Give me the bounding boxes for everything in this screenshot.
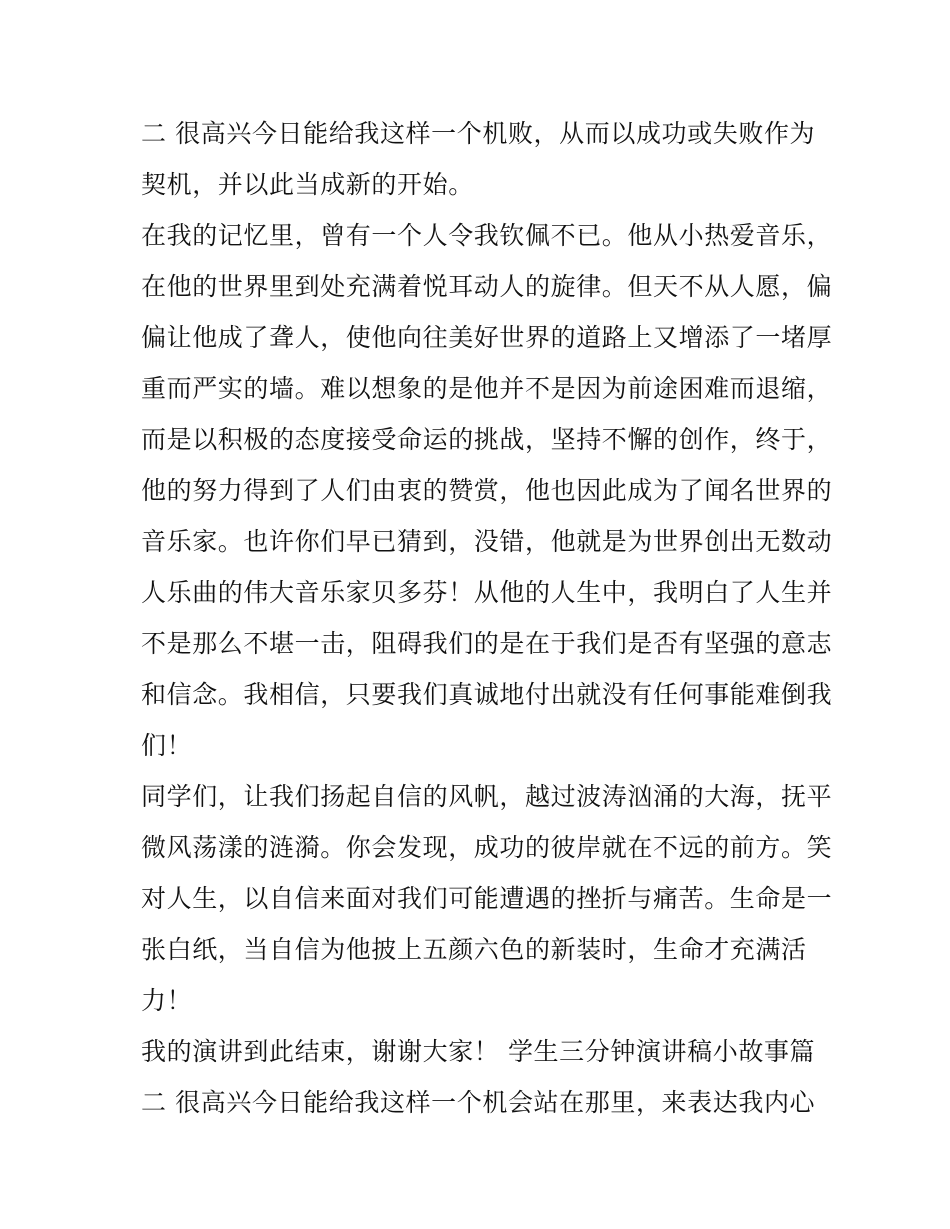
text-line: 不是那么不堪一击，阻碍我们的是在于我们是否有坚强的意志 bbox=[141, 629, 833, 658]
text-line: 们！ bbox=[141, 731, 193, 760]
text-line: 同学们，让我们扬起自信的风帆，越过波涛汹涌的大海，抚平 bbox=[141, 782, 833, 811]
text-line: 对人生，以自信来面对我们可能遭遇的挫折与痛苦。生命是一 bbox=[141, 884, 833, 913]
text-line: 力！ bbox=[141, 986, 193, 1015]
text-line: 张白纸，当自信为他披上五颜六色的新装时，生命才充满活 bbox=[141, 935, 807, 964]
text-line: 音乐家。也许你们早已猜到，没错，他就是为世界创出无数动 bbox=[141, 527, 833, 556]
text-line: 我的演讲到此结束，谢谢大家！ 学生三分钟演讲稿小故事篇 bbox=[141, 1037, 816, 1066]
text-line: 偏让他成了聋人，使他向往美好世界的道路上又增添了一堵厚 bbox=[141, 323, 833, 352]
text-line: 重而严实的墙。难以想象的是他并不是因为前途困难而退缩， bbox=[141, 374, 833, 403]
text-line: 二 很高兴今日能给我这样一个机败，从而以成功或失败作为 bbox=[141, 119, 816, 148]
text-line: 契机，并以此当成新的开始。 bbox=[141, 170, 474, 199]
text-line: 在我的记忆里，曾有一个人令我钦佩不已。他从小热爱音乐， bbox=[141, 221, 833, 250]
text-line: 二 很高兴今日能给我这样一个机会站在那里，来表达我内心 bbox=[141, 1088, 816, 1117]
text-line: 而是以积极的态度接受命运的挑战，坚持不懈的创作，终于， bbox=[141, 425, 833, 454]
text-line: 微风荡漾的涟漪。你会发现，成功的彼岸就在不远的前方。笑 bbox=[141, 833, 833, 862]
text-line: 人乐曲的伟大音乐家贝多芬！从他的人生中，我明白了人生并 bbox=[141, 578, 833, 607]
text-line: 他的努力得到了人们由衷的赞赏，他也因此成为了闻名世界的 bbox=[141, 476, 833, 505]
speech-text-body bbox=[141, 108, 833, 1128]
text-line: 在他的世界里到处充满着悦耳动人的旋律。但天不从人愿，偏 bbox=[141, 272, 833, 301]
text-line: 和信念。我相信，只要我们真诚地付出就没有任何事能难倒我 bbox=[141, 680, 833, 709]
